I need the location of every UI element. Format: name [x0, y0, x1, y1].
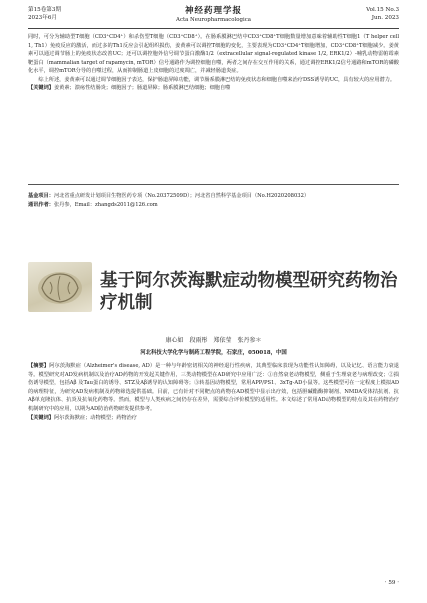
prev-keywords-label: 【关键词】: [28, 85, 54, 91]
volume-issue: 第15卷第3期: [28, 7, 62, 13]
corresponding-author-label: 通讯作者：: [28, 202, 54, 208]
article-affiliation: 河北科技大学化学与制药工程学院，石家庄，050018，中国: [140, 350, 287, 356]
prev-keywords-text: 姜黄素；溃疡性结肠炎；细胞因子；肠道屏障；肠系膜淋巴结细胞；细胞自噬: [53, 85, 231, 91]
article-title: 基于阿尔茨海默症动物模型研究药物治疗机制: [100, 271, 398, 313]
corresponding-author-line: [28, 201, 399, 210]
volume-issue-en: Vol.15 No.3: [366, 7, 399, 13]
fund-text: 河北省重点研发计划项目生物医药专项（No.20372509D）；河北省自然科学基金项目（No.H2020208032）: [53, 193, 310, 199]
header-rule: [28, 28, 399, 29]
section-divider: [28, 184, 399, 185]
fund-line: [28, 192, 399, 201]
article-keywords-text: 阿尔茨海默症；动物模型；药物治疗: [53, 414, 137, 421]
article-keywords-label: 【关键词】: [28, 414, 54, 421]
article-keywords: [28, 414, 399, 423]
brain-illustration-icon: [28, 262, 92, 312]
prev-keywords: [28, 84, 399, 93]
journal-subtitle: Acta Neuropharmacologica: [176, 17, 251, 23]
header-center: [28, 6, 399, 24]
abstract-label: 【摘要】: [28, 363, 50, 369]
prev-paragraph-1: 同时，可分为辅助型T细胞（CD3⁺CD4⁺）和杀伤型T细胞（CD3⁺CD8⁺）。在肠系膜淋巴结中CD3⁺CD8⁺T细胞数量增加意味着辅助性T细胞1（T helper cell 1, Th1）免疫反应的激活，而过多的Th1反应会引起组织损伤，姜黄素可以调控T细胞的变化，主要表现为CD3⁺CD4⁺T细胞增加，CD3⁺CD8⁺T细胞减少。姜黄素可以通过调节肠上的免疫状态改善UC；还可以调控胞外信号调节蛋白激酶1/2（extracellular signal-regulated kinase 1/2, ERK1/2）-哺乳动物雷帕霉素靶蛋白（mammalian target of rapamycin, mTOR）信号通路作为调控细胞自噬，两者之间存在交互作用的关系，通过调控ERK1/2信号通路和mTOR的磷酸化水平，调控mTOR分导的自噬过程，从而抑制肠道上皮细胞的过度凋亡，并减轻肠道炎症。: [28, 34, 399, 74]
issue-date: 2023年6月: [28, 15, 57, 21]
article-abstract: [28, 362, 399, 422]
issue-date-en: Jun. 2023: [371, 15, 399, 21]
header-right: [366, 6, 399, 22]
prev-article-abstract: [28, 33, 399, 93]
fund-info: [28, 192, 399, 210]
abstract-paragraph: [28, 362, 399, 414]
corresponding-author-text: 张丹参，Email：zhangds2011@126.com: [53, 202, 158, 208]
fund-label: 基金项目：: [28, 193, 54, 199]
article-logo-image: [28, 262, 92, 312]
article-authors: 康心如 段雨彤 郑依莹 张丹参＊: [165, 337, 262, 344]
abstract-text: 阿尔茨海默症（Alzheimer's disease, AD）是一种与年龄密切相关的神经退行性疾病，其典型临床表现为功能性认知障碍，以及记忆、语言能力衰退等。模型研究对AD发病机制以及治疗AD药物的开发起关键作用，三类动物模型在AD研究中应用广泛：①自然衰老动物模型，侧重于生理衰老与病理改变；②损伤诱导模型，包括Aβ 及Tau蛋白的诱导、STZ及Aβ诱导的认知障碍等；③转基因动物模型，常用APP/PS1、3xTg-AD小鼠等。这些模型可在一定程度上模拟AD的病理特征，为研究AD发病机制及药物筛选提供基础。目前，已有针对不同靶点的药物在AD模型中显示出疗效，包括胆碱酯酶抑制剂、NMDA受体拮抗剂、抗Aβ单克隆抗体、抗炎及抗氧化药物等。然而，模型与人类疾病之间仍存在差异，需要综合评价模型的适用性。本文综述了常用AD动物模型的特点及其在药物治疗机制研究中的应用，以期为AD防治药物研发提供参考。: [28, 363, 399, 412]
page-number: · 59 ·: [384, 580, 399, 586]
running-header: [28, 6, 399, 28]
prev-paragraph-2: 综上所述，姜黄素可以通过调节细胞因子表达，保护肠道屏障功能，调节肠系膜淋巴结的免疫状态和细胞自噬来治疗DSS诱导的UC，具有较大的应用潜力。: [38, 76, 396, 83]
journal-title: 神经药理学报: [184, 6, 242, 16]
